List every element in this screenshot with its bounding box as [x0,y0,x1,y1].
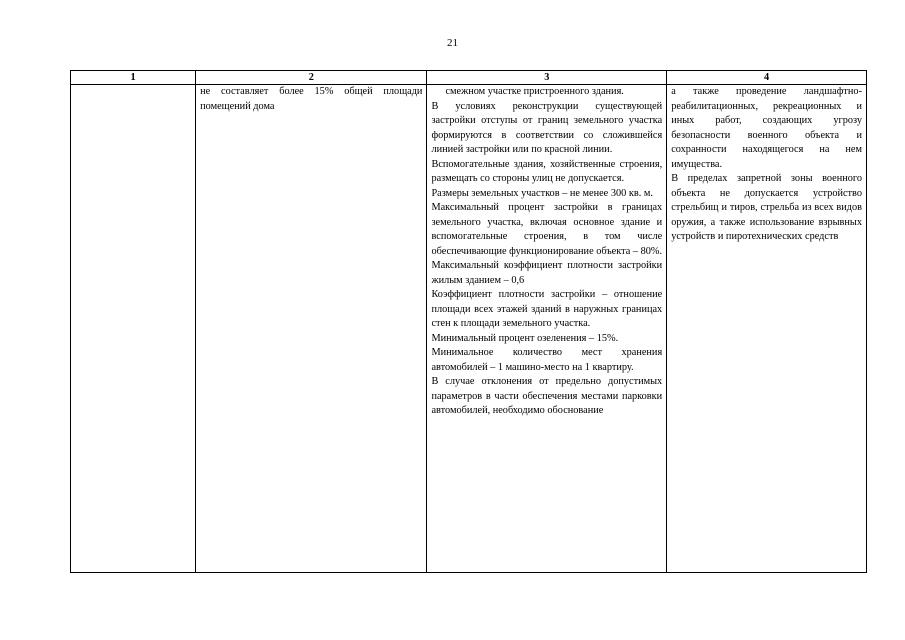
column-header-1: 1 [71,71,196,85]
cell-col2 [196,85,427,573]
page-number: 21 [447,37,458,49]
cell-col2-text: не составляет более 15% общей площади помещений дома [200,86,423,112]
col3-paragraph: Коэффициент плотности застройки – отношение площади всех этажей зданий в наружных границах стен к площади земельного участка. [431,289,663,329]
col3-paragraph: Минимальное количество мест хранения автомобилей – 1 машино-место на 1 квартиру. [431,347,663,373]
column-header-2: 2 [196,71,427,85]
cell-col3 [427,85,667,573]
col3-paragraph: Размеры земельных участков – не менее 300 кв. м. [431,187,653,199]
table-row [71,85,867,573]
column-header-4: 4 [667,71,867,85]
col3-paragraph: Максимальный процент застройки в границах земельного участка, включая основное здание и вспомогательные строения, в том числе обеспечивающие функционирование объекта – 80%. [431,202,663,257]
col4-paragraph: а также проведение ландшафтно-реабилитационных, рекреационных и иных работ, создающих угрозу безопасности военного объекта и сохранности находящегося на нем имущества. [671,86,862,170]
col3-paragraph: смежном участке пристроенного здания. [445,86,624,97]
col4-paragraph: В пределах запретной зоны военного объекта не допускается устройство стрельбищ и тиров, стрельба из всех видов оружия, а также использование взрывных устройств и пиротехнических средств [671,173,862,242]
document-table [70,70,867,573]
table-header-row [71,71,867,85]
column-header-3: 3 [427,71,667,85]
col3-paragraph: Вспомогательные здания, хозяйственные строения, размещать со стороны улиц не допускается. [431,158,663,184]
cell-col1 [71,85,196,573]
col3-paragraph: Минимальный процент озеленения – 15%. [431,332,619,344]
col3-paragraph: В условиях реконструкции существующей застройки отступы от границ земельного участка формируются в соответствии со сложившейся линией застройки или по красной линии. [431,100,663,155]
col3-paragraph: Максимальный коэффициент плотности застройки жилым зданием – 0,6 [431,260,663,286]
col3-paragraph: В случае отклонения от предельно допустимых параметров в части обеспечения местами парковки автомобилей, необходимо обоснование [431,376,663,416]
cell-col4 [667,85,867,573]
